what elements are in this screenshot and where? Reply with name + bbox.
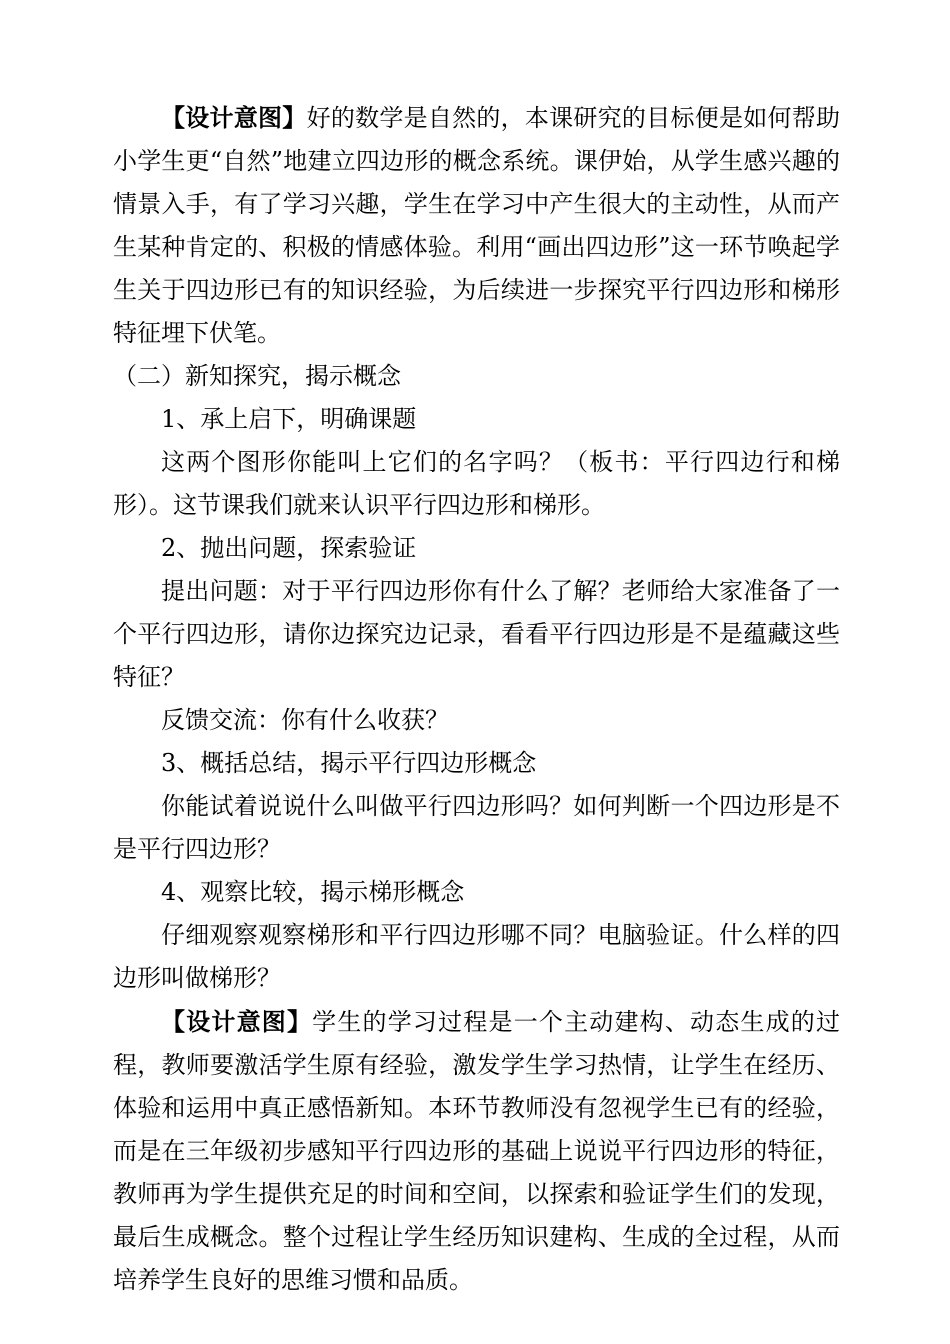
- step-2-question: 提出问题：对于平行四边形你有什么了解？老师给大家准备了一个平行四边形，请你边探究边记录，看看平行四边形是不是蕴藏这些特征？: [113, 577, 840, 691]
- step-4-text: 仔细观察观察梯形和平行四边形哪不同？电脑验证。什么样的四边形叫做梯形？: [113, 921, 840, 992]
- design-intent-label: 【设计意图】: [161, 103, 307, 132]
- step-2-feedback: 反馈交流：你有什么收获？: [161, 706, 449, 734]
- design-intent-label: 【设计意图】: [161, 1007, 313, 1036]
- step-4-heading: 4、观察比较，揭示梯形概念: [161, 878, 465, 906]
- step-1-text: 这两个图形你能叫上它们的名字吗？（板书：平行四边行和梯形）。这节课我们就来认识平行四边形和梯形。: [113, 448, 840, 519]
- design-intent-paragraph-2: [113, 1000, 840, 1302]
- design-intent-text: 好的数学是自然的，本课研究的目标便是如何帮助小学生更“自然”地建立四边形的概念系统。课伊始，从学生感兴趣的情景入手，有了学习兴趣，学生在学习中产生很大的主动性，从而产生某种肯定的、积极的情感体验。利用“画出四边形”这一环节唤起学生关于四边形已有的知识经验，为后续进一步探究平行四边形和梯形特征埋下伏笔。: [113, 104, 841, 347]
- step-1-heading: 1、承上启下，明确课题: [161, 405, 417, 433]
- document-body: [113, 96, 840, 1302]
- section-heading: （二）新知探究，揭示概念: [113, 362, 401, 390]
- step-2-heading: 2、抛出问题，探索验证: [161, 534, 417, 562]
- step-3-heading: 3、概括总结，揭示平行四边形概念: [161, 749, 537, 777]
- design-intent-text: 学生的学习过程是一个主动建构、动态生成的过程，教师要激活学生原有经验，激发学生学习热情，让学生在经历、体验和运用中真正感悟新知。本环节教师没有忽视学生已有的经验，而是在三年级初步感知平行四边形的基础上说说平行四边形的特征，教师再为学生提供充足的时间和空间，以探索和验证学生们的发现，最后生成概念。整个过程让学生经历知识建构、生成的全过程，从而培养学生良好的思维习惯和品质。: [113, 1008, 841, 1294]
- step-3-text: 你能试着说说什么叫做平行四边形吗？如何判断一个四边形是不是平行四边形？: [113, 792, 840, 863]
- design-intent-paragraph-1: [113, 96, 840, 355]
